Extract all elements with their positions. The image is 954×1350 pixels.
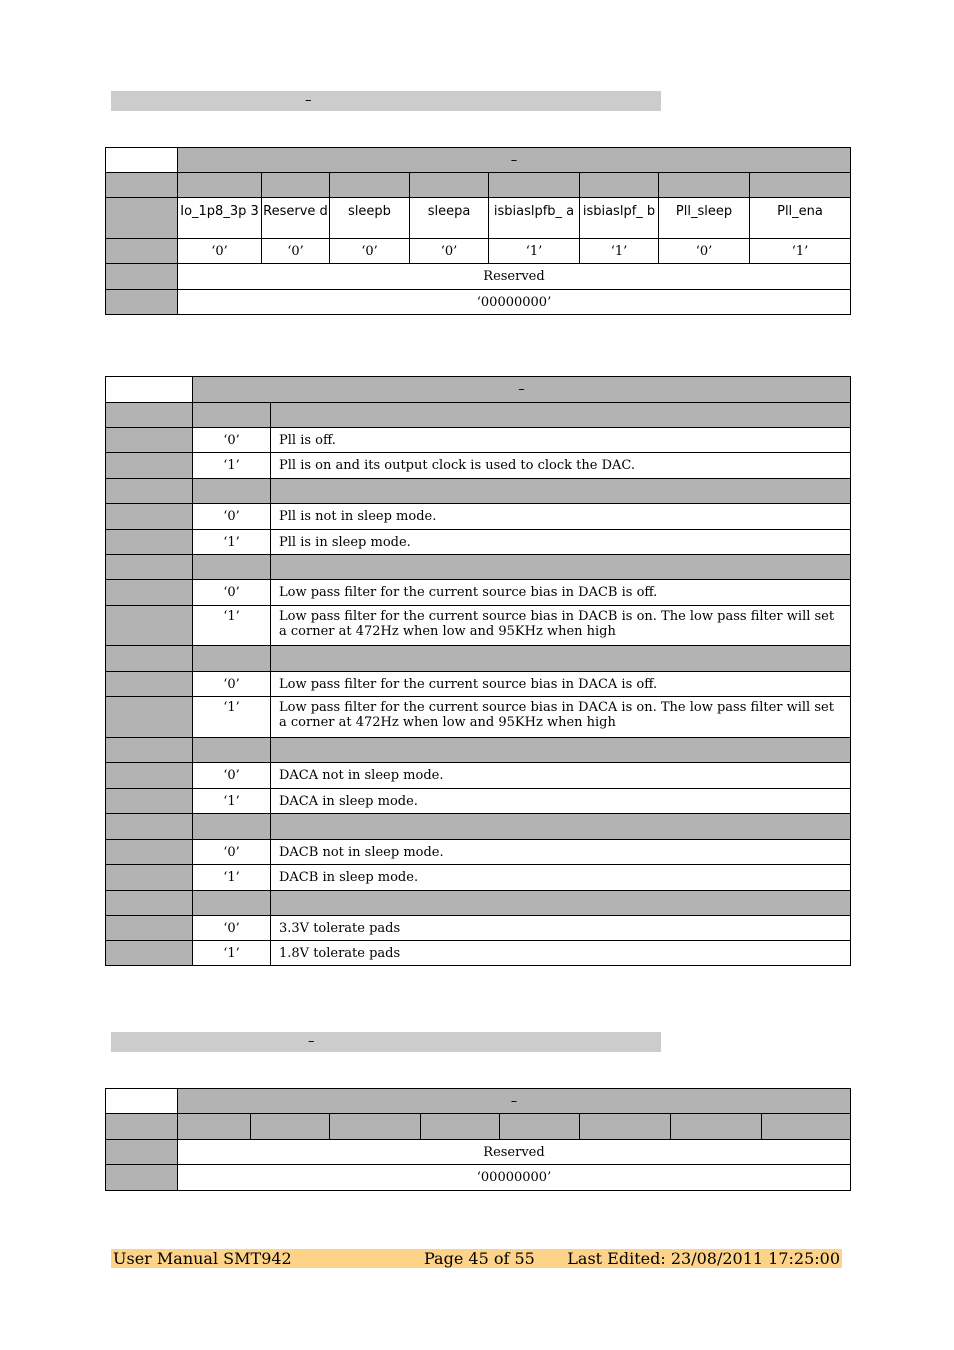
bit-value-cell: ‘1’ [193,865,271,891]
bit-name-cell: isbiaslpfb_ a [489,198,580,239]
table-corner-cell [106,1089,178,1114]
bit-number-cell [421,1114,500,1140]
table-corner-cell [106,377,193,403]
bit-number-cell [762,1114,851,1140]
bit-name-cell: Pll_ena [750,198,851,239]
bit-default-cell: ‘1’ [489,239,580,264]
bit-default-cell: ‘0’ [330,239,410,264]
group-header-cell [106,646,193,672]
bit-value-cell: ‘1’ [193,530,271,555]
bit-number-cell [489,173,580,198]
group-header-cell [106,814,193,840]
bit-value-cell: ‘1’ [193,697,271,738]
row-label-cell [106,1165,178,1191]
bit-default-cell: ‘0’ [178,239,262,264]
reserved-cell: Reserved [178,1140,851,1165]
table-header-dash: – [518,382,525,397]
bit-description-cell: Pll is in sleep mode. [271,530,851,555]
row-label-cell [106,290,178,315]
group-header-cell [271,891,851,916]
footer-last-edited: Last Edited: 23/08/2011 17:25:00 [567,1249,840,1268]
bit-description-cell: 1.8V tolerate pads [271,941,851,966]
table-header [178,1089,851,1114]
row-label-cell [106,1140,178,1165]
bit-value-cell: ‘0’ [193,916,271,941]
bit-description-cell: Pll is off. [271,428,851,453]
bit-label-cell [106,606,193,646]
bit-number-cell [251,1114,330,1140]
bit-number-cell [178,173,262,198]
bit-label-cell [106,697,193,738]
bit-label-cell [106,941,193,966]
bit-name-cell: sleepb [330,198,410,239]
bit-label-cell [106,504,193,530]
bit-value-cell: ‘1’ [193,789,271,814]
group-header-cell [106,738,193,763]
bit-default-cell: ‘1’ [750,239,851,264]
group-header-cell [106,479,193,504]
bit-description-cell: DACB in sleep mode. [271,865,851,891]
bit-description-table [105,376,851,966]
group-header-cell [193,891,271,916]
bit-label-cell [106,763,193,789]
bit-name-cell: Io_1p8_3p 3 [178,198,262,239]
bit-value-cell: ‘1’ [193,453,271,479]
bit-label-cell [106,916,193,941]
bit-label-cell [106,865,193,891]
row-label-cell [106,198,178,239]
row-label-cell [106,239,178,264]
bit-description-cell: Pll is not in sleep mode. [271,504,851,530]
bit-description-cell: 3.3V tolerate pads [271,916,851,941]
bit-label-cell [106,530,193,555]
table-corner-cell [106,148,178,173]
column-header-cell [193,403,271,428]
row-label-cell [106,173,178,198]
bit-description-cell: Low pass filter for the current source bias in DACB is on. The low pass filter will set a corner at 472Hz when low and 95KHz when high [271,606,851,646]
bit-description-cell: DACA in sleep mode. [271,789,851,814]
bit-value-cell: ‘1’ [193,606,271,646]
bit-value-cell: ‘0’ [193,840,271,865]
bit-number-cell [580,1114,671,1140]
group-header-cell [271,479,851,504]
bit-default-cell: ‘0’ [262,239,330,264]
bit-number-cell [330,1114,421,1140]
group-header-cell [106,891,193,916]
bit-label-cell [106,672,193,697]
bit-number-cell [580,173,659,198]
group-header-cell [193,738,271,763]
bit-value-cell: ‘0’ [193,504,271,530]
group-header-cell [271,738,851,763]
bit-label-cell [106,428,193,453]
bit-value-cell: ‘1’ [193,941,271,966]
section-heading-dash: – [305,93,312,108]
bit-value-cell: ‘0’ [193,672,271,697]
bit-number-cell [330,173,410,198]
bit-label-cell [106,840,193,865]
bit-number-cell [410,173,489,198]
bit-number-cell [750,173,851,198]
bit-default-cell: ‘1’ [580,239,659,264]
bit-name-cell: sleepa [410,198,489,239]
bit-description-cell: Pll is on and its output clock is used to clock the DAC. [271,453,851,479]
column-header-cell [271,403,851,428]
group-header-cell [271,646,851,672]
page-footer [111,1249,842,1268]
table-header-dash: – [510,1093,518,1109]
column-header-cell [106,403,193,428]
bit-name-cell: Pll_sleep [659,198,750,239]
section-heading-2 [111,1032,661,1052]
footer-document-title: User Manual SMT942 [113,1249,292,1268]
row-label-cell [106,1114,178,1140]
bit-description-cell: Low pass filter for the current source bias in DACB is off. [271,580,851,606]
footer-page-number: Page 45 of 55 [424,1249,535,1268]
bit-description-cell: Low pass filter for the current source bias in DACA is on. The low pass filter will set a corner at 472Hz when low and 95KHz when high [271,697,851,738]
bit-description-cell: DACA not in sleep mode. [271,763,851,789]
group-header-cell [193,814,271,840]
bit-name-cell: Reserve d [262,198,330,239]
bit-name-cell: isbiaslpf_ b [580,198,659,239]
bit-value-cell: ‘0’ [193,428,271,453]
reserved-cell: Reserved [178,264,851,290]
reserved-default-cell: ‘00000000’ [178,1165,851,1191]
group-header-cell [271,555,851,580]
reserved-default-cell: ‘00000000’ [178,290,851,315]
register-bitmap-table-2 [105,1088,851,1191]
bit-number-cell [262,173,330,198]
section-heading-1 [111,91,661,111]
bit-label-cell [106,453,193,479]
bit-default-cell: ‘0’ [410,239,489,264]
bit-value-cell: ‘0’ [193,763,271,789]
bit-number-cell [659,173,750,198]
bit-description-cell: Low pass filter for the current source bias in DACA is off. [271,672,851,697]
bit-value-cell: ‘0’ [193,580,271,606]
bit-label-cell [106,580,193,606]
section-heading-dash: – [308,1034,315,1049]
group-header-cell [193,555,271,580]
bit-description-cell: DACB not in sleep mode. [271,840,851,865]
bit-label-cell [106,789,193,814]
bit-number-cell [500,1114,580,1140]
table-header [193,377,851,403]
bit-number-cell [671,1114,762,1140]
register-bitmap-table-1 [105,147,851,315]
group-header-cell [193,646,271,672]
group-header-cell [271,814,851,840]
bit-number-cell [178,1114,251,1140]
table-header [178,148,851,173]
group-header-cell [193,479,271,504]
table-header-dash: – [510,152,518,168]
bit-default-cell: ‘0’ [659,239,750,264]
row-label-cell [106,264,178,290]
group-header-cell [106,555,193,580]
